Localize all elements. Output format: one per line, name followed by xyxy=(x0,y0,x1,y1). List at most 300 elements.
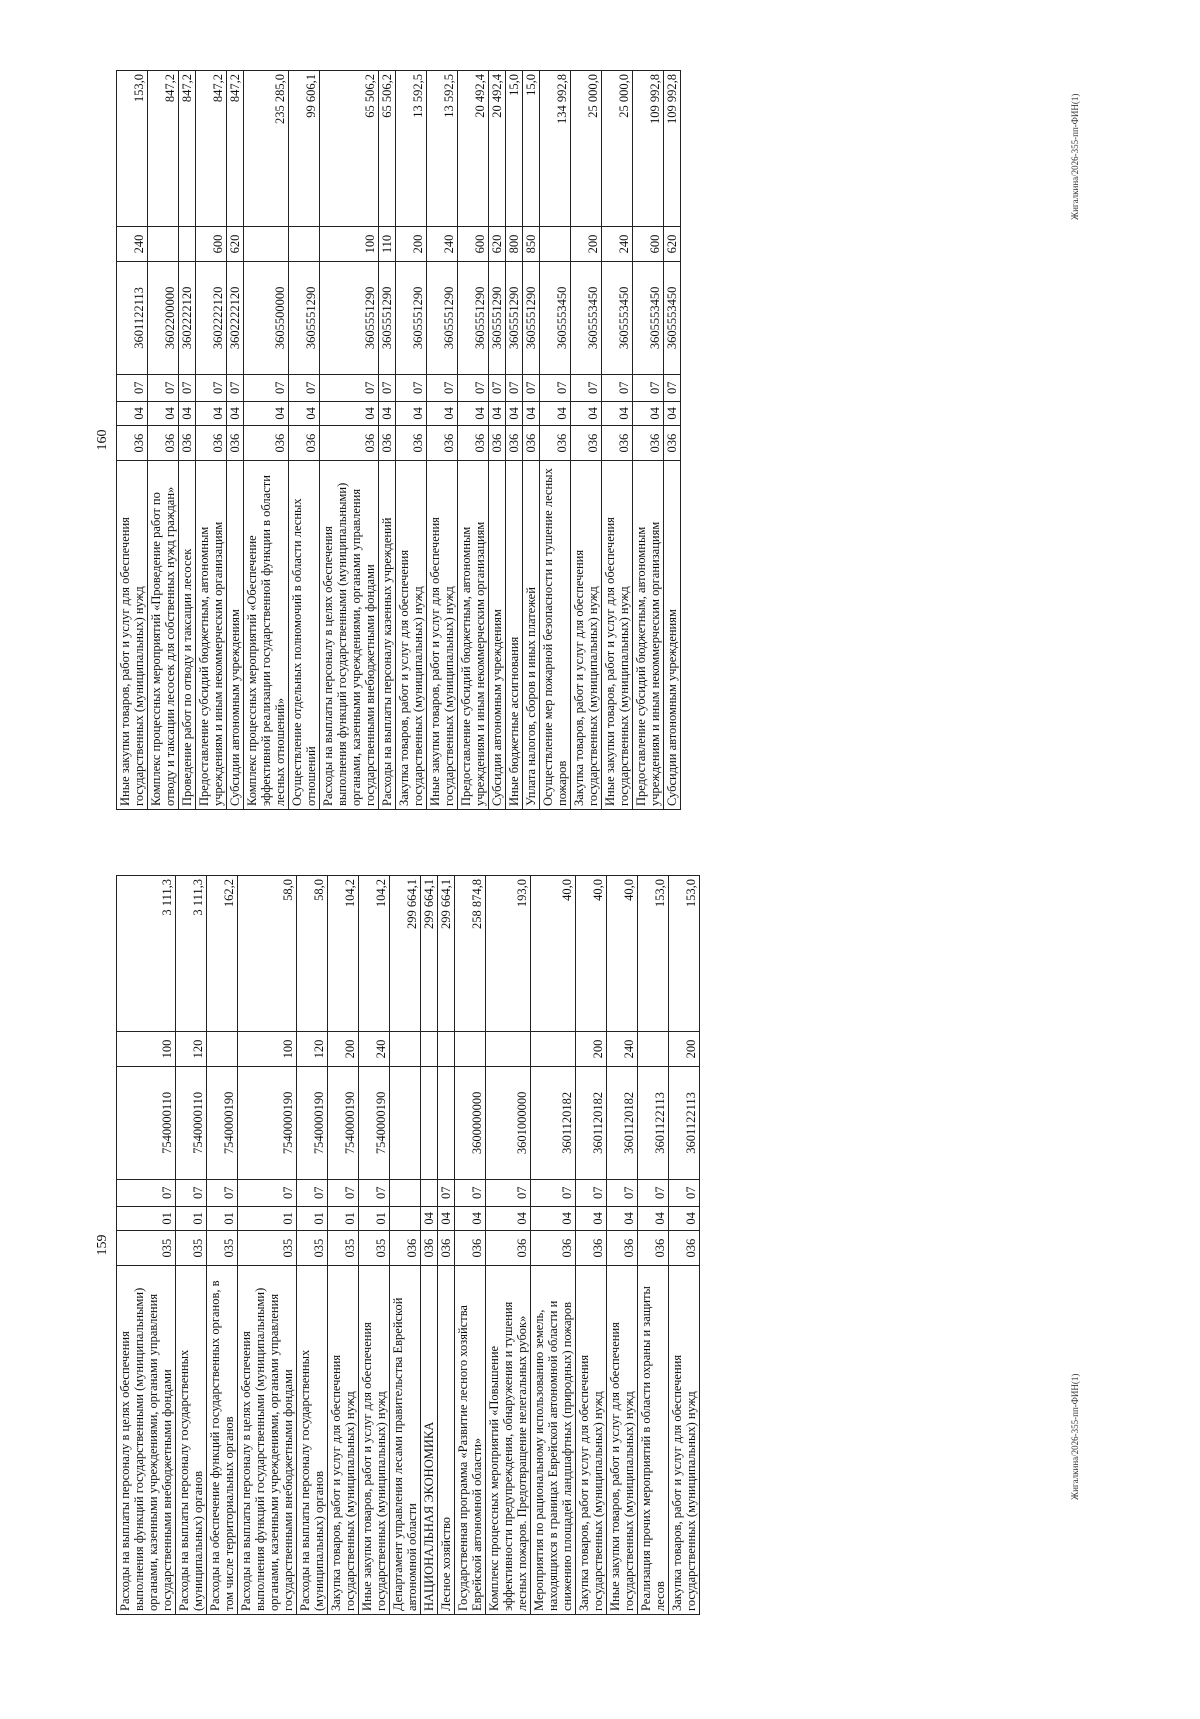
table-row xyxy=(117,876,176,1615)
section-code-cell: 04 xyxy=(638,1206,669,1231)
row-name-cell: Субсидии автономным учреждениям xyxy=(664,461,681,810)
amount-cell: 25 000,0 xyxy=(571,71,602,227)
expense-type-cell: 620 xyxy=(227,227,244,262)
section-code-cell: 04 xyxy=(607,1206,638,1231)
table-row xyxy=(523,71,540,810)
expense-type-cell xyxy=(486,1032,531,1067)
amount-cell: 40,0 xyxy=(607,876,638,1032)
expense-type-cell xyxy=(390,1032,421,1067)
section-code-cell: 04 xyxy=(244,401,289,426)
table-row xyxy=(390,876,421,1615)
row-name-cell: Закупка товаров, работ и услуг для обеспечения государственных (муниципальных) нужд xyxy=(328,1266,359,1615)
expense-type-cell: 100 xyxy=(320,227,379,262)
page-159-rotated-content xyxy=(90,875,960,1615)
section-code-cell: 01 xyxy=(238,1206,297,1231)
page-160-rotated-content xyxy=(90,70,960,810)
subsection-code-cell: 07 xyxy=(238,1179,297,1206)
table-row xyxy=(176,876,207,1615)
section-code-cell: 04 xyxy=(289,401,320,426)
admin-code-cell: 036 xyxy=(576,1231,607,1266)
table-row xyxy=(379,71,396,810)
section-code-cell: 04 xyxy=(227,401,244,426)
expense-type-cell: 600 xyxy=(633,227,664,262)
amount-cell: 235 285,0 xyxy=(244,71,289,227)
page-number: 160 xyxy=(95,429,110,451)
table-row xyxy=(540,71,571,810)
table-row xyxy=(576,876,607,1615)
target-article-cell: 7540000190 xyxy=(207,1066,238,1179)
expense-type-cell: 200 xyxy=(396,227,427,262)
admin-code-cell: 035 xyxy=(176,1231,207,1266)
expense-type-cell: 100 xyxy=(238,1032,297,1067)
table-row xyxy=(396,71,427,810)
row-name-cell: Закупка товаров, работ и услуг для обеспечения государственных (муниципальных) нужд xyxy=(576,1266,607,1615)
admin-code-cell: 036 xyxy=(227,426,244,461)
target-article-cell: 3605553450 xyxy=(602,261,633,374)
amount-cell: 847,2 xyxy=(227,71,244,227)
budget-table xyxy=(116,70,681,810)
section-code-cell: 04 xyxy=(427,401,458,426)
table-row xyxy=(179,71,196,810)
budget-table-body xyxy=(117,71,681,810)
subsection-code-cell: 07 xyxy=(196,374,227,401)
amount-cell: 15,0 xyxy=(523,71,540,227)
admin-code-cell: 036 xyxy=(148,426,179,461)
row-name-cell: Комплекс процессных мероприятий «Повышение эффективности предупреждения, обнаружения и тушения лесных пожаров. Предотвращение нелегальных рубок» xyxy=(486,1266,531,1615)
section-code-cell: 04 xyxy=(486,1206,531,1231)
expense-type-cell: 200 xyxy=(571,227,602,262)
row-name-cell: Иные бюджетные ассигнования xyxy=(506,461,523,810)
row-name-cell: Иные закупки товаров, работ и услуг для обеспечения государственных (муниципальных) нужд xyxy=(427,461,458,810)
amount-cell: 134 992,8 xyxy=(540,71,571,227)
admin-code-cell: 036 xyxy=(379,426,396,461)
subsection-code-cell: 07 xyxy=(396,374,427,401)
budget-table-body xyxy=(117,876,700,1615)
table-row xyxy=(486,876,531,1615)
target-article-cell: 3605551290 xyxy=(523,261,540,374)
target-article-cell: 3600000000 xyxy=(455,1066,486,1179)
admin-code-cell: 036 xyxy=(289,426,320,461)
row-name-cell: Уплата налогов, сборов и иных платежей xyxy=(523,461,540,810)
section-code-cell: 04 xyxy=(633,401,664,426)
row-name-cell: Субсидии автономным учреждениям xyxy=(489,461,506,810)
expense-type-cell xyxy=(638,1032,669,1067)
target-article-cell: 3605551290 xyxy=(289,261,320,374)
amount-cell: 20 492,4 xyxy=(458,71,489,227)
admin-code-cell: 035 xyxy=(238,1231,297,1266)
row-name-cell: Расходы на выплаты персоналу государственных (муниципальных) органов xyxy=(176,1266,207,1615)
amount-cell: 299 664,1 xyxy=(438,876,455,1032)
target-article-cell: 7540000190 xyxy=(297,1066,328,1179)
target-article-cell: 3601120182 xyxy=(531,1066,576,1179)
budget-table xyxy=(116,875,700,1615)
table-row xyxy=(297,876,328,1615)
amount-cell: 109 992,8 xyxy=(633,71,664,227)
admin-code-cell: 036 xyxy=(458,426,489,461)
expense-type-cell xyxy=(289,227,320,262)
section-code-cell: 04 xyxy=(458,401,489,426)
amount-cell: 65 506,2 xyxy=(379,71,396,227)
row-name-cell: Предоставление субсидий бюджетным, автономным учреждениям и иным некоммерческим организациям xyxy=(196,461,227,810)
amount-cell: 299 664,1 xyxy=(390,876,421,1032)
row-name-cell: Комплекс процессных мероприятий «Обеспечение эффективной реализации государственной функции в области лесных отношений» xyxy=(244,461,289,810)
target-article-cell: 7540000110 xyxy=(117,1066,176,1179)
page-number: 159 xyxy=(95,1234,110,1256)
target-article-cell: 3605551290 xyxy=(506,261,523,374)
table-row xyxy=(289,71,320,810)
subsection-code-cell: 07 xyxy=(244,374,289,401)
admin-code-cell: 036 xyxy=(571,426,602,461)
target-article-cell: 3601122113 xyxy=(117,261,148,374)
subsection-code-cell: 07 xyxy=(207,1179,238,1206)
table-row xyxy=(427,71,458,810)
amount-cell: 847,2 xyxy=(196,71,227,227)
table-row xyxy=(117,71,148,810)
amount-cell: 40,0 xyxy=(576,876,607,1032)
expense-type-cell xyxy=(148,227,179,262)
expense-type-cell: 240 xyxy=(359,1032,390,1067)
subsection-code-cell: 07 xyxy=(438,1179,455,1206)
expense-type-cell xyxy=(244,227,289,262)
expense-type-cell: 200 xyxy=(576,1032,607,1067)
section-code-cell: 04 xyxy=(196,401,227,426)
target-article-cell: 3601122113 xyxy=(638,1066,669,1179)
section-code-cell: 04 xyxy=(148,401,179,426)
amount-cell: 153,0 xyxy=(117,71,148,227)
table-row xyxy=(633,71,664,810)
target-article-cell: 3601120182 xyxy=(607,1066,638,1179)
table-row xyxy=(328,876,359,1615)
section-code-cell: 04 xyxy=(320,401,379,426)
expense-type-cell: 800 xyxy=(506,227,523,262)
amount-cell: 99 606,1 xyxy=(289,71,320,227)
row-name-cell: Государственная программа «Развитие лесного хозяйства Еврейской автономной области» xyxy=(455,1266,486,1615)
target-article-cell: 3602222120 xyxy=(179,261,196,374)
table-row xyxy=(602,71,633,810)
subsection-code-cell: 07 xyxy=(297,1179,328,1206)
subsection-code-cell: 07 xyxy=(486,1179,531,1206)
row-name-cell: Иные закупки товаров, работ и услуг для обеспечения государственных (муниципальных) нужд xyxy=(602,461,633,810)
expense-type-cell: 120 xyxy=(176,1032,207,1067)
subsection-code-cell: 07 xyxy=(289,374,320,401)
amount-cell: 193,0 xyxy=(486,876,531,1032)
subsection-code-cell: 07 xyxy=(576,1179,607,1206)
row-name-cell: Расходы на выплаты персоналу государственных (муниципальных) органов xyxy=(297,1266,328,1615)
table-row xyxy=(531,876,576,1615)
expense-type-cell: 120 xyxy=(297,1032,328,1067)
amount-cell: 58,0 xyxy=(297,876,328,1032)
target-article-cell: 7540000110 xyxy=(176,1066,207,1179)
row-name-cell: Закупка товаров, работ и услуг для обеспечения государственных (муниципальных) нужд xyxy=(669,1266,700,1615)
subsection-code-cell: 07 xyxy=(669,1179,700,1206)
admin-code-cell: 036 xyxy=(244,426,289,461)
amount-cell: 153,0 xyxy=(669,876,700,1032)
section-code-cell: 04 xyxy=(489,401,506,426)
amount-cell: 3 111,3 xyxy=(117,876,176,1032)
row-name-cell: Мероприятия по рациональному использованию земель, находящихся в границах Еврейской автономной области и снижению площадей ландшафтных (природных) пожаров xyxy=(531,1266,576,1615)
subsection-code-cell: 07 xyxy=(638,1179,669,1206)
row-name-cell: Предоставление субсидий бюджетным, автономным учреждениям и иным некоммерческим организациям xyxy=(458,461,489,810)
row-name-cell: Департамент управления лесами правительства Еврейской автономной области xyxy=(390,1266,421,1615)
amount-cell: 109 992,8 xyxy=(664,71,681,227)
expense-type-cell xyxy=(531,1032,576,1067)
table-row xyxy=(489,71,506,810)
target-article-cell: 3605553450 xyxy=(664,261,681,374)
expense-type-cell: 850 xyxy=(523,227,540,262)
subsection-code-cell: 07 xyxy=(328,1179,359,1206)
subsection-code-cell: 07 xyxy=(148,374,179,401)
subsection-code-cell: 07 xyxy=(540,374,571,401)
admin-code-cell: 036 xyxy=(179,426,196,461)
row-name-cell: Осуществление мер пожарной безопасности и тушение лесных пожаров xyxy=(540,461,571,810)
admin-code-cell: 036 xyxy=(489,426,506,461)
admin-code-cell: 036 xyxy=(602,426,633,461)
section-code-cell: 04 xyxy=(571,401,602,426)
expense-type-cell: 240 xyxy=(427,227,458,262)
target-article-cell: 3602200000 xyxy=(148,261,179,374)
amount-cell: 65 506,2 xyxy=(320,71,379,227)
target-article-cell: 7540000190 xyxy=(328,1066,359,1179)
subsection-code-cell: 07 xyxy=(602,374,633,401)
section-code-cell: 04 xyxy=(540,401,571,426)
admin-code-cell: 036 xyxy=(633,426,664,461)
row-name-cell: Закупка товаров, работ и услуг для обеспечения государственных (муниципальных) нужд xyxy=(396,461,427,810)
subsection-code-cell: 07 xyxy=(633,374,664,401)
section-code-cell: 04 xyxy=(438,1206,455,1231)
expense-type-cell: 620 xyxy=(664,227,681,262)
target-article-cell: 3605551290 xyxy=(427,261,458,374)
target-article-cell: 3605553450 xyxy=(571,261,602,374)
expense-type-cell: 200 xyxy=(669,1032,700,1067)
target-article-cell: 3601000000 xyxy=(486,1066,531,1179)
table-row xyxy=(238,876,297,1615)
expense-type-cell xyxy=(438,1032,455,1067)
expense-type-cell: 110 xyxy=(379,227,396,262)
amount-cell: 13 592,5 xyxy=(427,71,458,227)
row-name-cell: Расходы на выплаты персоналу в целях обеспечения выполнения функций государственными (муниципальными) органами, казенными учреждениями, органами управления государственными внебюджетными фондами xyxy=(320,461,379,810)
table-row xyxy=(458,71,489,810)
admin-code-cell: 036 xyxy=(638,1231,669,1266)
target-article-cell: 7540000190 xyxy=(359,1066,390,1179)
subsection-code-cell: 07 xyxy=(607,1179,638,1206)
admin-code-cell: 036 xyxy=(427,426,458,461)
target-article-cell xyxy=(421,1066,438,1179)
admin-code-cell: 035 xyxy=(359,1231,390,1266)
table-row xyxy=(669,876,700,1615)
table-row xyxy=(571,71,602,810)
amount-cell: 40,0 xyxy=(531,876,576,1032)
target-article-cell: 3605500000 xyxy=(244,261,289,374)
amount-cell: 153,0 xyxy=(638,876,669,1032)
target-article-cell: 3605551290 xyxy=(379,261,396,374)
admin-code-cell: 036 xyxy=(664,426,681,461)
expense-type-cell: 200 xyxy=(328,1032,359,1067)
target-article-cell: 3605551290 xyxy=(396,261,427,374)
target-article-cell xyxy=(438,1066,455,1179)
target-article-cell: 3605553450 xyxy=(633,261,664,374)
table-row xyxy=(148,71,179,810)
section-code-cell: 04 xyxy=(396,401,427,426)
page-159 xyxy=(90,875,960,1615)
section-code-cell: 01 xyxy=(359,1206,390,1231)
subsection-code-cell: 07 xyxy=(179,374,196,401)
admin-code-cell: 036 xyxy=(320,426,379,461)
subsection-code-cell: 07 xyxy=(664,374,681,401)
expense-type-cell: 600 xyxy=(458,227,489,262)
section-code-cell: 04 xyxy=(421,1206,438,1231)
table-row xyxy=(196,71,227,810)
target-article-cell xyxy=(390,1066,421,1179)
row-name-cell: Предоставление субсидий бюджетным, автономным учреждениям и иным некоммерческим организациям xyxy=(633,461,664,810)
subsection-code-cell: 07 xyxy=(523,374,540,401)
row-name-cell: Субсидии автономным учреждениям xyxy=(227,461,244,810)
amount-cell: 258 874,8 xyxy=(455,876,486,1032)
amount-cell: 847,2 xyxy=(179,71,196,227)
amount-cell: 3 111,3 xyxy=(176,876,207,1032)
admin-code-cell: 035 xyxy=(328,1231,359,1266)
amount-cell: 15,0 xyxy=(506,71,523,227)
row-name-cell: НАЦИОНАЛЬНАЯ ЭКОНОМИКА xyxy=(421,1266,438,1615)
section-code-cell: 01 xyxy=(297,1206,328,1231)
subsection-code-cell xyxy=(421,1179,438,1206)
subsection-code-cell: 07 xyxy=(571,374,602,401)
admin-code-cell: 036 xyxy=(540,426,571,461)
amount-cell: 13 592,5 xyxy=(396,71,427,227)
expense-type-cell: 240 xyxy=(602,227,633,262)
section-code-cell: 04 xyxy=(576,1206,607,1231)
subsection-code-cell xyxy=(390,1179,421,1206)
amount-cell: 25 000,0 xyxy=(602,71,633,227)
expense-type-cell: 620 xyxy=(489,227,506,262)
amount-cell: 104,2 xyxy=(359,876,390,1032)
admin-code-cell: 036 xyxy=(607,1231,638,1266)
amount-cell: 104,2 xyxy=(328,876,359,1032)
table-row xyxy=(359,876,390,1615)
admin-code-cell: 036 xyxy=(531,1231,576,1266)
amount-cell: 847,2 xyxy=(148,71,179,227)
document-footer: Жигалкина/2026-355-пп-ФИН(1) xyxy=(1070,1373,1080,1500)
admin-code-cell: 036 xyxy=(486,1231,531,1266)
table-row xyxy=(664,71,681,810)
target-article-cell: 3601122113 xyxy=(669,1066,700,1179)
expense-type-cell xyxy=(455,1032,486,1067)
admin-code-cell: 036 xyxy=(438,1231,455,1266)
row-name-cell: Лесное хозяйство xyxy=(438,1266,455,1615)
expense-type-cell xyxy=(207,1032,238,1067)
row-name-cell: Иные закупки товаров, работ и услуг для обеспечения государственных (муниципальных) нужд xyxy=(359,1266,390,1615)
section-code-cell: 04 xyxy=(531,1206,576,1231)
subsection-code-cell: 07 xyxy=(379,374,396,401)
row-name-cell: Проведение работ по отводу и таксации лесосек xyxy=(179,461,196,810)
expense-type-cell: 240 xyxy=(117,227,148,262)
expense-type-cell xyxy=(179,227,196,262)
section-code-cell: 01 xyxy=(176,1206,207,1231)
table-row xyxy=(207,876,238,1615)
section-code-cell: 04 xyxy=(664,401,681,426)
row-name-cell: Иные закупки товаров, работ и услуг для обеспечения государственных (муниципальных) нужд xyxy=(607,1266,638,1615)
subsection-code-cell: 07 xyxy=(427,374,458,401)
target-article-cell: 3605551290 xyxy=(458,261,489,374)
admin-code-cell: 036 xyxy=(669,1231,700,1266)
row-name-cell: Расходы на обеспечение функций государственных органов, в том числе территориальных органов xyxy=(207,1266,238,1615)
section-code-cell: 04 xyxy=(523,401,540,426)
admin-code-cell: 036 xyxy=(196,426,227,461)
section-code-cell: 04 xyxy=(602,401,633,426)
expense-type-cell: 240 xyxy=(607,1032,638,1067)
row-name-cell: Расходы на выплаты персоналу в целях обеспечения выполнения функций государственными (муниципальными) органами, казенными учреждениями, органами управления государственными внебюджетными фондами xyxy=(238,1266,297,1615)
target-article-cell: 3602222120 xyxy=(196,261,227,374)
table-row xyxy=(638,876,669,1615)
row-name-cell: Реализация прочих мероприятий в области охраны и защиты лесов xyxy=(638,1266,669,1615)
admin-code-cell: 036 xyxy=(117,426,148,461)
subsection-code-cell: 07 xyxy=(531,1179,576,1206)
admin-code-cell: 036 xyxy=(523,426,540,461)
admin-code-cell: 035 xyxy=(117,1231,176,1266)
admin-code-cell: 036 xyxy=(421,1231,438,1266)
row-name-cell: Расходы на выплаты персоналу казенных учреждений xyxy=(379,461,396,810)
row-name-cell: Расходы на выплаты персоналу в целях обеспечения выполнения функций государственными (муниципальными) органами, казенными учреждениями, органами управления государственными внебюджетными фондами xyxy=(117,1266,176,1615)
table-row xyxy=(244,71,289,810)
expense-type-cell xyxy=(421,1032,438,1067)
target-article-cell: 3605551290 xyxy=(489,261,506,374)
section-code-cell: 04 xyxy=(455,1206,486,1231)
table-row xyxy=(455,876,486,1615)
section-code-cell: 01 xyxy=(207,1206,238,1231)
amount-cell: 299 664,1 xyxy=(421,876,438,1032)
amount-cell: 58,0 xyxy=(238,876,297,1032)
subsection-code-cell: 07 xyxy=(227,374,244,401)
expense-type-cell: 600 xyxy=(196,227,227,262)
subsection-code-cell: 07 xyxy=(458,374,489,401)
subsection-code-cell: 07 xyxy=(506,374,523,401)
admin-code-cell: 036 xyxy=(506,426,523,461)
target-article-cell: 3605553450 xyxy=(540,261,571,374)
target-article-cell: 3601120182 xyxy=(576,1066,607,1179)
table-row xyxy=(607,876,638,1615)
subsection-code-cell: 07 xyxy=(455,1179,486,1206)
table-row xyxy=(320,71,379,810)
section-code-cell: 04 xyxy=(179,401,196,426)
target-article-cell: 7540000190 xyxy=(238,1066,297,1179)
table-row xyxy=(438,876,455,1615)
admin-code-cell: 036 xyxy=(390,1231,421,1266)
subsection-code-cell: 07 xyxy=(359,1179,390,1206)
admin-code-cell: 035 xyxy=(207,1231,238,1266)
amount-cell: 20 492,4 xyxy=(489,71,506,227)
subsection-code-cell: 07 xyxy=(117,1179,176,1206)
amount-cell: 162,2 xyxy=(207,876,238,1032)
subsection-code-cell: 07 xyxy=(320,374,379,401)
admin-code-cell: 036 xyxy=(455,1231,486,1266)
table-row xyxy=(421,876,438,1615)
document-footer: Жигалкина/2026-355-пп-ФИН(1) xyxy=(1070,93,1080,220)
section-code-cell: 04 xyxy=(117,401,148,426)
section-code-cell: 01 xyxy=(117,1206,176,1231)
section-code-cell: 01 xyxy=(328,1206,359,1231)
row-name-cell: Закупка товаров, работ и услуг для обеспечения государственных (муниципальных) нужд xyxy=(571,461,602,810)
target-article-cell: 3602222120 xyxy=(227,261,244,374)
row-name-cell: Осуществление отдельных полномочий в области лесных отношений xyxy=(289,461,320,810)
page-160 xyxy=(90,70,960,810)
row-name-cell: Иные закупки товаров, работ и услуг для обеспечения государственных (муниципальных) нужд xyxy=(117,461,148,810)
section-code-cell: 04 xyxy=(669,1206,700,1231)
expense-type-cell: 100 xyxy=(117,1032,176,1067)
admin-code-cell: 035 xyxy=(297,1231,328,1266)
row-name-cell: Комплекс процессных мероприятий «Проведение работ по отводу и таксации лесосек для собственных нужд граждан» xyxy=(148,461,179,810)
section-code-cell: 04 xyxy=(379,401,396,426)
table-row xyxy=(227,71,244,810)
target-article-cell: 3605551290 xyxy=(320,261,379,374)
